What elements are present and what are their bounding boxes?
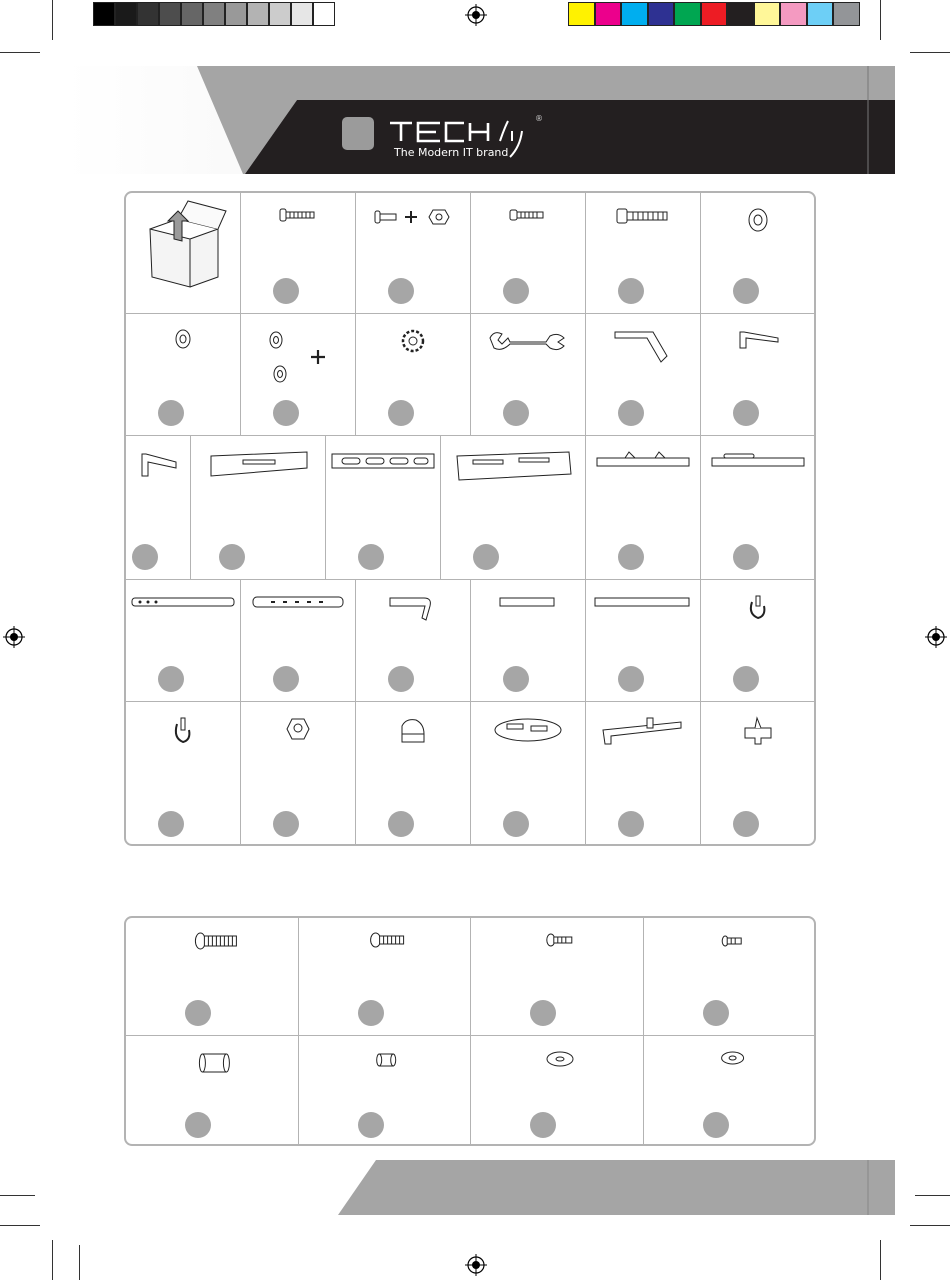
- registration-mark-icon: [3, 626, 25, 648]
- part-marker: [733, 400, 759, 426]
- short-screw-icon: [508, 207, 548, 227]
- screw-icon: [278, 207, 318, 227]
- lock-washer-icon: [400, 328, 426, 358]
- bolt-m8-icon: [194, 932, 238, 954]
- part-cell-package-box: [126, 193, 241, 314]
- part-cell-cable-clip: [701, 580, 814, 702]
- part-cell-short-screw: [471, 193, 586, 314]
- screen-part-cell-bolt-m5: [471, 918, 644, 1036]
- gray-swatch: [203, 2, 225, 26]
- bolt-m6-icon: [370, 932, 406, 952]
- part-marker: [703, 1112, 729, 1138]
- cable-clip-2-icon: [171, 716, 195, 750]
- part-cell-allen-key-large: [356, 580, 471, 702]
- part-marker: [358, 1000, 384, 1026]
- part-cell-small-washer: [126, 314, 241, 436]
- crop-mark: [0, 1225, 40, 1226]
- arm-bracket-icon: [601, 716, 685, 750]
- color-swatch: [568, 2, 595, 26]
- part-marker: [358, 1112, 384, 1138]
- part-marker: [530, 1112, 556, 1138]
- hardware-kit-grid: [124, 191, 816, 846]
- part-cell-long-bar: [586, 580, 701, 702]
- small-bracket-icon: [736, 328, 780, 356]
- part-cell-large-washer: [701, 193, 814, 314]
- gray-swatch: [269, 2, 291, 26]
- screen-part-cell-large-spacer: [126, 1036, 299, 1144]
- bolt-m5-icon: [546, 932, 574, 951]
- screen-kit-grid: [124, 916, 816, 1146]
- screen-part-cell-small-spacer: [299, 1036, 472, 1144]
- part-marker: [388, 811, 414, 837]
- crop-mark: [52, 0, 53, 40]
- slotted-rail-icon: [330, 450, 436, 478]
- part-cell-cable-clip-2: [126, 702, 241, 846]
- part-cell-wrench: [471, 314, 586, 436]
- color-swatch: [807, 2, 834, 26]
- part-marker: [733, 544, 759, 570]
- allen-key-large-icon: [388, 594, 438, 628]
- part-marker: [703, 1000, 729, 1026]
- part-cell-short-bar: [471, 580, 586, 702]
- part-marker: [503, 278, 529, 304]
- large-washer-icon: [746, 207, 770, 237]
- gray-swatch: [291, 2, 313, 26]
- screen-part-cell-bolt-m6: [299, 918, 472, 1036]
- color-swatch: [648, 2, 675, 26]
- part-marker: [388, 278, 414, 304]
- small-washer-icon: [173, 328, 193, 354]
- part-marker: [618, 666, 644, 692]
- part-marker: [185, 1112, 211, 1138]
- part-marker: [733, 666, 759, 692]
- crop-mark: [52, 1240, 53, 1280]
- end-cap-icon: [398, 716, 428, 750]
- part-marker: [358, 544, 384, 570]
- wrench-icon: [488, 328, 568, 360]
- part-cell-clamp: [701, 702, 814, 846]
- two-washers-plus-icon: [268, 328, 328, 392]
- color-swatch: [595, 2, 622, 26]
- part-cell-two-washers-plus: [241, 314, 356, 436]
- part-marker: [618, 278, 644, 304]
- gray-swatch: [93, 2, 115, 26]
- long-bar-icon: [593, 594, 693, 613]
- mounting-plate-icon: [453, 450, 573, 488]
- part-cell-mounting-plate: [441, 436, 586, 580]
- cable-clip-icon: [744, 594, 772, 626]
- brand-tagline: The Modern IT brand: [394, 146, 509, 159]
- part-marker: [530, 1000, 556, 1026]
- part-marker: [158, 811, 184, 837]
- part-cell-flat-plate: [191, 436, 326, 580]
- base-plate-icon: [493, 716, 563, 748]
- brand-logo: [342, 114, 557, 163]
- crop-mark: [0, 52, 40, 53]
- part-cell-perforated-tube: [126, 580, 241, 702]
- socket-cap-screw-icon: [615, 207, 671, 229]
- color-swatch: [833, 2, 860, 26]
- part-marker: [733, 811, 759, 837]
- small-washer-icon: [719, 1050, 745, 1070]
- side-bracket-icon: [138, 450, 178, 484]
- part-marker: [618, 544, 644, 570]
- crop-mark: [880, 1240, 881, 1280]
- screen-part-cell-bolt-m4: [644, 918, 817, 1036]
- part-cell-socket-cap-screw: [586, 193, 701, 314]
- screen-part-cell-large-washer: [471, 1036, 644, 1144]
- part-marker: [733, 278, 759, 304]
- crop-mark: [910, 52, 950, 53]
- color-swatch: [621, 2, 648, 26]
- part-cell-slotted-long-rail: [701, 436, 814, 580]
- gray-swatch: [313, 2, 335, 26]
- part-marker: [503, 400, 529, 426]
- hex-nut-icon: [285, 716, 311, 746]
- part-marker: [473, 544, 499, 570]
- footer-banner: [338, 1160, 895, 1215]
- package-box-icon: [138, 199, 228, 293]
- part-cell-screw: [241, 193, 356, 314]
- gray-swatch: [115, 2, 137, 26]
- part-marker: [618, 400, 644, 426]
- part-marker: [273, 666, 299, 692]
- part-marker: [158, 400, 184, 426]
- part-marker: [158, 666, 184, 692]
- part-marker: [273, 278, 299, 304]
- gray-swatch: [247, 2, 269, 26]
- part-marker: [273, 400, 299, 426]
- part-cell-allen-key: [586, 314, 701, 436]
- small-spacer-icon: [375, 1050, 397, 1074]
- clamp-icon: [741, 716, 775, 750]
- part-cell-end-cap: [356, 702, 471, 846]
- perforated-tube-2-icon: [251, 594, 345, 614]
- registered-mark: ®: [535, 114, 543, 123]
- gray-swatch: [181, 2, 203, 26]
- large-washer-icon: [545, 1050, 575, 1072]
- part-marker: [618, 811, 644, 837]
- part-cell-base-plate: [471, 702, 586, 846]
- part-marker: [388, 666, 414, 692]
- color-swatch: [727, 2, 754, 26]
- gray-swatch: [137, 2, 159, 26]
- part-marker: [132, 544, 158, 570]
- part-marker: [219, 544, 245, 570]
- part-cell-screw-plus-nut: [356, 193, 471, 314]
- part-cell-long-rail: [586, 436, 701, 580]
- part-cell-perforated-tube-2: [241, 580, 356, 702]
- part-marker: [503, 811, 529, 837]
- slotted-long-rail-icon: [710, 450, 806, 478]
- large-spacer-icon: [198, 1050, 232, 1080]
- color-swatch: [754, 2, 781, 26]
- registration-mark-icon: [465, 4, 487, 26]
- screw-plus-nut-icon: [373, 207, 453, 231]
- gray-swatch: [225, 2, 247, 26]
- crop-mark: [79, 1245, 80, 1280]
- crop-mark: [910, 1225, 950, 1226]
- long-rail-icon: [595, 450, 691, 478]
- perforated-tube-icon: [130, 594, 236, 613]
- logo-badge-icon: [342, 117, 374, 150]
- registration-mark-icon: [465, 1254, 487, 1276]
- part-cell-small-bracket: [701, 314, 814, 436]
- part-cell-lock-washer: [356, 314, 471, 436]
- bolt-m4-icon: [721, 932, 743, 951]
- screen-part-cell-small-washer: [644, 1036, 817, 1144]
- color-swatch: [701, 2, 728, 26]
- part-cell-slotted-rail: [326, 436, 441, 580]
- crop-mark: [0, 1195, 35, 1196]
- registration-mark-icon: [925, 626, 947, 648]
- part-marker: [273, 811, 299, 837]
- allen-key-icon: [613, 328, 673, 372]
- part-marker: [388, 400, 414, 426]
- part-cell-side-bracket: [126, 436, 191, 580]
- flat-plate-icon: [203, 450, 313, 484]
- gray-swatch: [159, 2, 181, 26]
- crop-mark: [915, 1195, 950, 1196]
- part-cell-hex-nut: [241, 702, 356, 846]
- short-bar-icon: [498, 594, 558, 613]
- color-swatch: [674, 2, 701, 26]
- color-swatch: [780, 2, 807, 26]
- part-marker: [503, 666, 529, 692]
- part-cell-arm-bracket: [586, 702, 701, 846]
- crop-mark: [880, 0, 881, 40]
- screen-part-cell-bolt-m8: [126, 918, 299, 1036]
- part-marker: [185, 1000, 211, 1026]
